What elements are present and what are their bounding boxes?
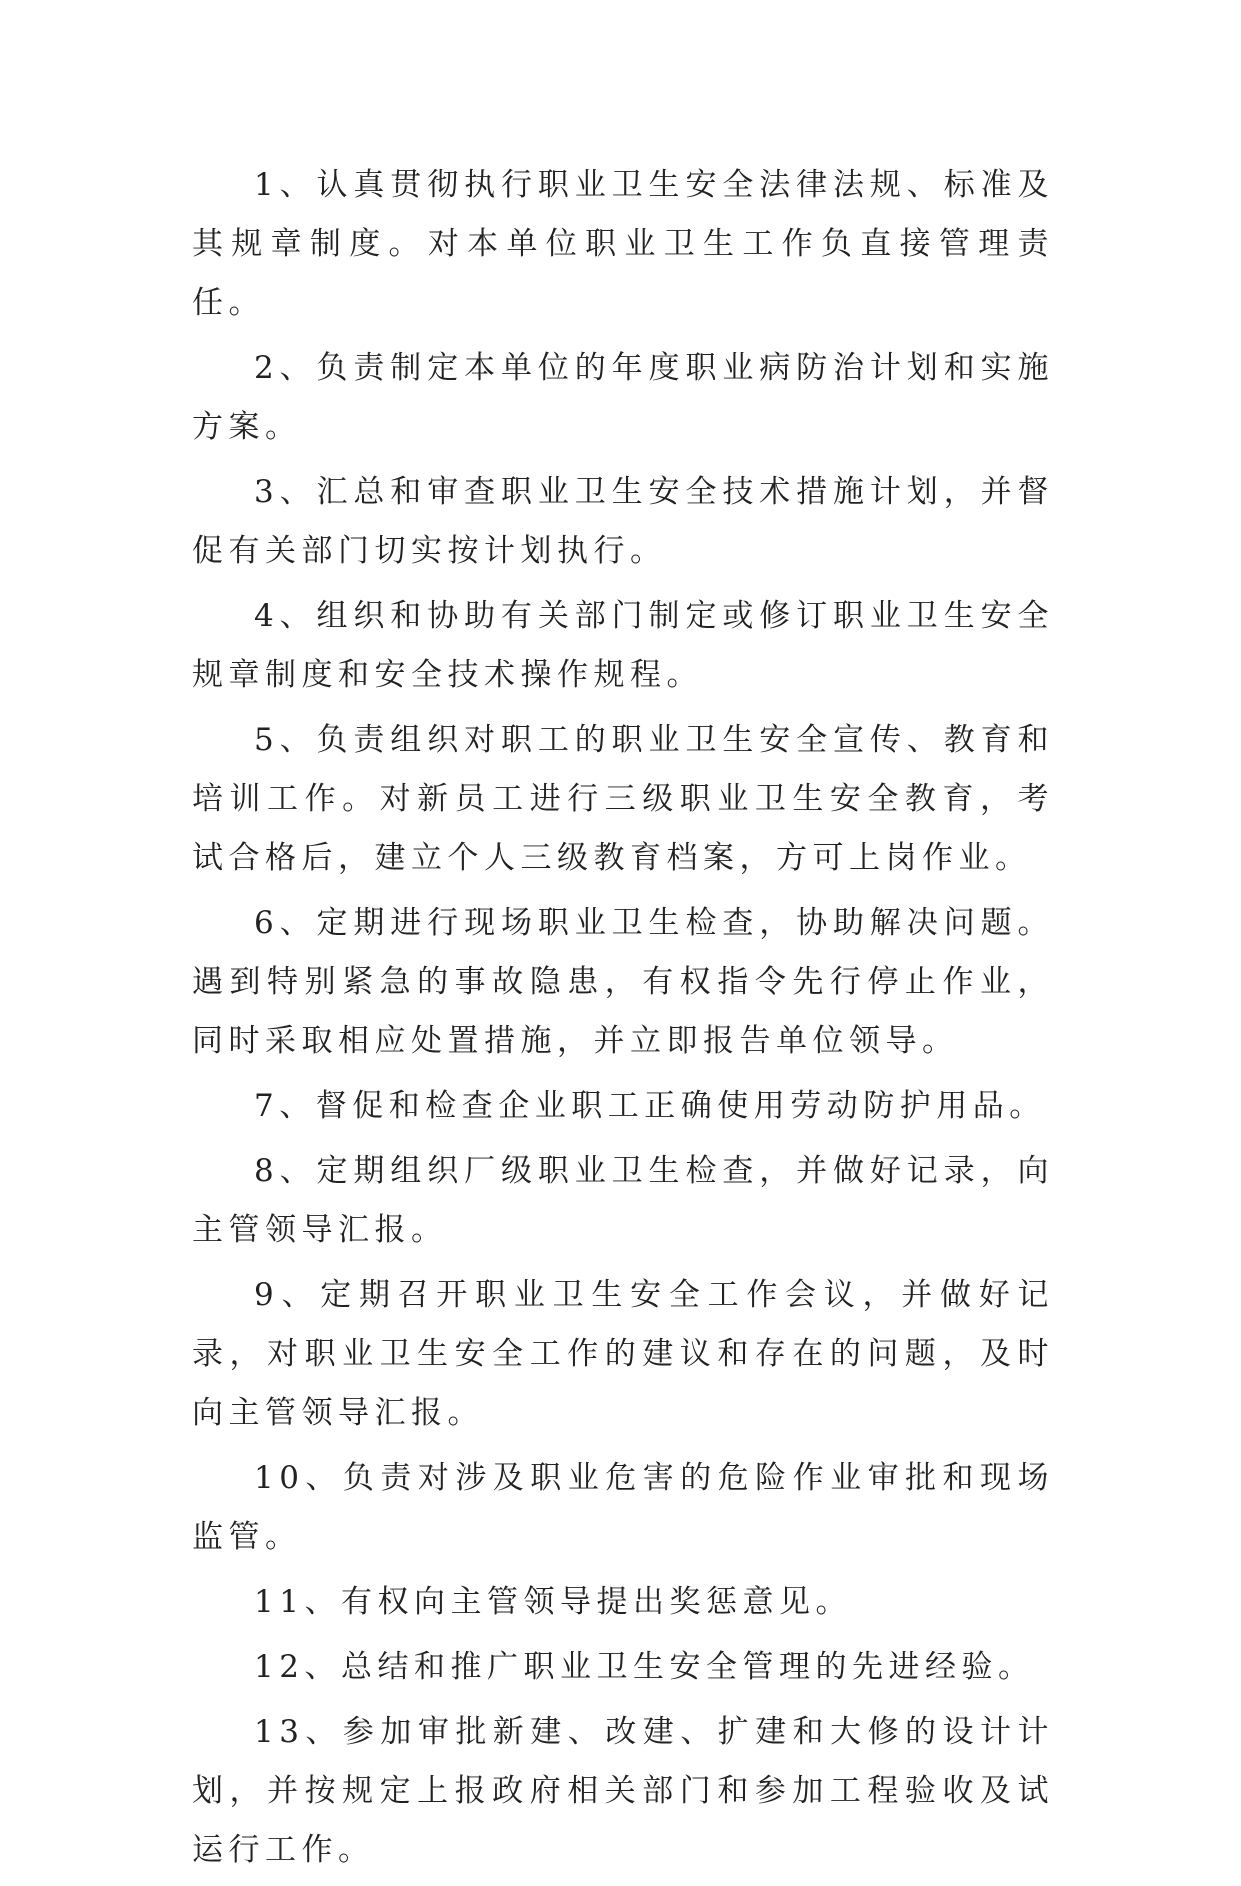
- paragraph-2: 2、负责制定本单位的年度职业病防治计划和实施方案。: [192, 350, 1054, 445]
- paragraph-8: 8、定期组织厂级职业卫生检查，并做好记录，向主管领导汇报。: [192, 1153, 1054, 1248]
- document-body: [192, 156, 1054, 1886]
- paragraph-4: 4、组织和协助有关部门制定或修订职业卫生安全规章制度和安全技术操作规程。: [192, 598, 1054, 693]
- paragraph-12: 12、总结和推广职业卫生安全管理的先进经验。: [254, 1649, 1035, 1685]
- paragraph-9: 9、定期召开职业卫生安全工作会议，并做好记录，对职业卫生安全工作的建议和存在的问题，及时向主管领导汇报。: [192, 1277, 1054, 1431]
- paragraph-7: 7、督促和检查企业职工正确使用劳动防护用品。: [254, 1088, 1046, 1124]
- paragraph-11: 11、有权向主管领导提出奖惩意见。: [254, 1584, 852, 1620]
- paragraph-10: 10、负责对涉及职业危害的危险作业审批和现场监管。: [192, 1460, 1054, 1555]
- paragraph-3: 3、汇总和审查职业卫生安全技术措施计划，并督促有关部门切实按计划执行。: [192, 474, 1054, 569]
- paragraph-5: 5、负责组织对职工的职业卫生安全宣传、教育和培训工作。对新员工进行三级职业卫生安全教育，考试合格后，建立个人三级教育档案，方可上岗作业。: [192, 722, 1054, 876]
- paragraph-6: 6、定期进行现场职业卫生检查，协助解决问题。遇到特别紧急的事故隐患，有权指令先行停止作业，同时采取相应处置措施，并立即报告单位领导。: [192, 905, 1054, 1059]
- paragraph-1: 1、认真贯彻执行职业卫生安全法律法规、标准及其规章制度。对本单位职业卫生工作负直接管理责任。: [192, 167, 1054, 321]
- paragraph-13: 13、参加审批新建、改建、扩建和大修的设计计划，并按规定上报政府相关部门和参加工程验收及试运行工作。: [192, 1714, 1054, 1868]
